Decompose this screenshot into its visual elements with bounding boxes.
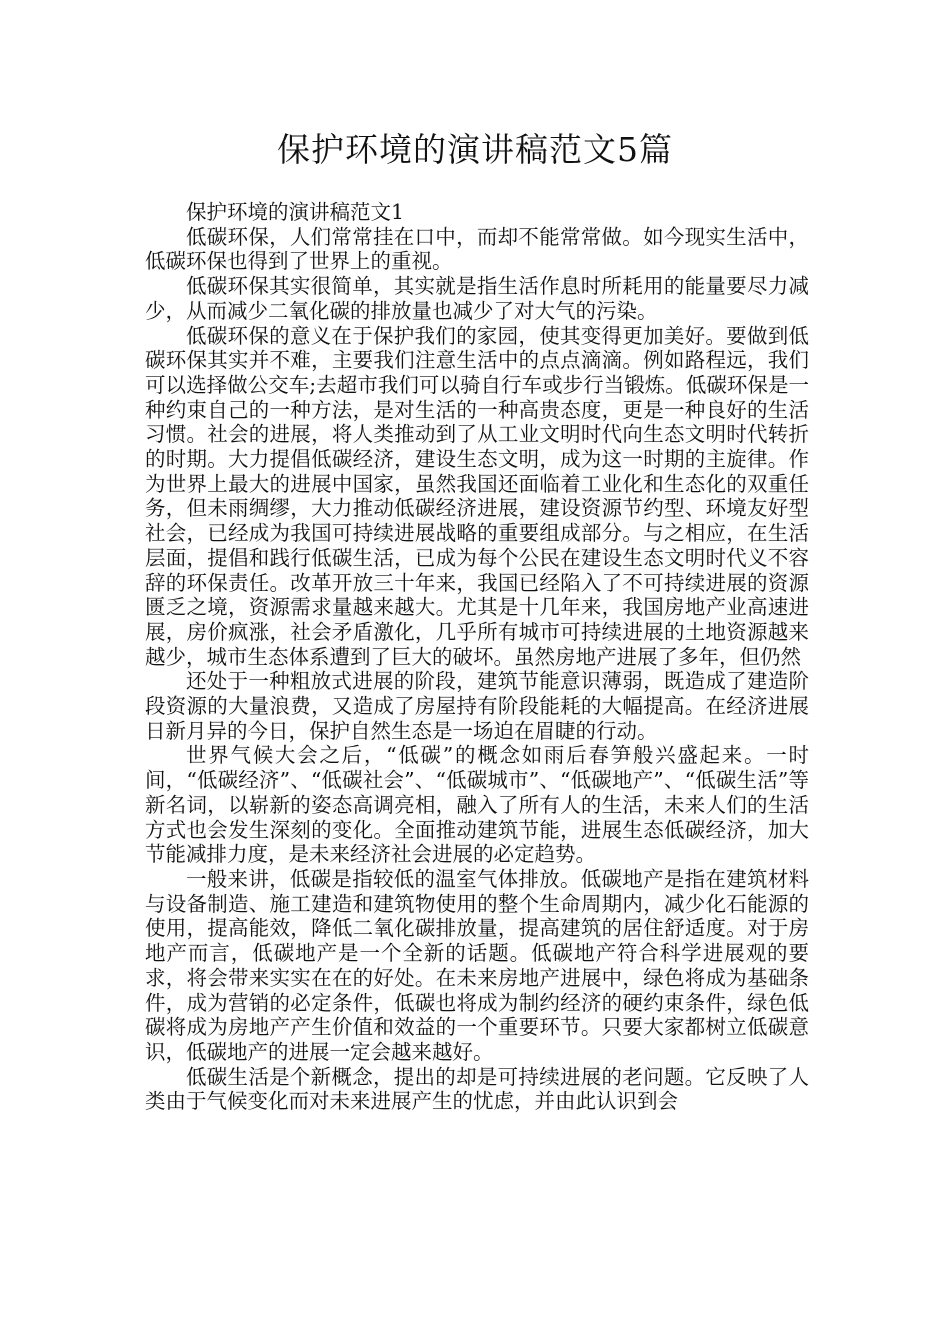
document-title: 保护环境的演讲稿范文5篇 — [277, 130, 673, 169]
paragraph: 低碳环保，人们常常挂在口中，而却不能常常做。如今现实生活中，低碳环保也得到了世界上的重视。 — [145, 224, 809, 274]
paragraph: 低碳生活是个新概念，提出的却是可持续进展的老问题。它反映了人类由于气候变化而对未来进展产生的忧虑，并由此认识到会 — [145, 1064, 809, 1114]
paragraph: 世界气候大会之后，“低碳”的概念如雨后春笋般兴盛起来。一时间，“低碳经济”、“低碳社会”、“低碳城市”、“低碳地产”、“低碳生活”等新名词，以崭新的姿态高调亮相，融入了所有人的生活，未来人们的生活方式也会发生深刻的变化。全面推动建筑节能，进展生态低碳经济，加大节能减排力度，是未来经济社会进展的必定趋势。 — [145, 743, 809, 867]
paragraph: 还处于一种粗放式进展的阶段，建筑节能意识薄弱，既造成了建造阶段资源的大量浪费，又造成了房屋持有阶段能耗的大幅提高。在经济进展日新月异的今日，保护自然生态是一场迫在眉睫的行动。 — [145, 669, 809, 743]
document-body — [145, 200, 809, 1114]
section-heading: 保护环境的演讲稿范文1 — [186, 200, 405, 224]
paragraph: 低碳环保的意义在于保护我们的家园，使其变得更加美好。要做到低碳环保其实并不难，主要我们注意生活中的点点滴滴。例如路程远，我们可以选择做公交车;去超市我们可以骑自行车或步行当锻炼。低碳环保是一种约束自己的一种方法，是对生活的一种高贵态度，更是一种良好的生活习惯。社会的进展，将人类推动到了从工业文明时代向生态文明时代转折的时期。大力提倡低碳经济，建设生态文明，成为这一时期的主旋律。作为世界上最大的进展中国家，虽然我国还面临着工业化和生态化的双重任务，但未雨绸缪，大力推动低碳经济进展，建设资源节约型、环境友好型社会，已经成为我国可持续进展战略的重要组成部分。与之相应，在生活层面，提倡和践行低碳生活，已成为每个公民在建设生态文明时代义不容辞的环保责任。改革开放三十年来，我国已经陷入了不可持续进展的资源匮乏之境，资源需求量越来越大。尤其是十几年来，我国房地产业高速进展，房价疯涨，社会矛盾激化，几乎所有城市可持续进展的土地资源越来越少，城市生态体系遭到了巨大的破坏。虽然房地产进展了多年，但仍然 — [145, 323, 809, 669]
paragraph: 低碳环保其实很简单，其实就是指生活作息时所耗用的能量要尽力减少，从而减少二氧化碳的排放量也减少了对大气的污染。 — [145, 274, 809, 323]
paragraph: 一般来讲，低碳是指较低的温室气体排放。低碳地产是指在建筑材料与设备制造、施工建造和建筑物使用的整个生命周期内，减少化石能源的使用，提高能效，降低二氧化碳排放量，提高建筑的居住舒适度。对于房地产而言，低碳地产是一个全新的话题。低碳地产符合科学进展观的要求，将会带来实实在在的好处。在未来房地产进展中，绿色将成为基础条件，成为营销的必定条件，低碳也将成为制约经济的硬约束条件，绿色低碳将成为房地产产生价值和效益的一个重要环节。只要大家都树立低碳意识，低碳地产的进展一定会越来越好。 — [145, 866, 809, 1064]
